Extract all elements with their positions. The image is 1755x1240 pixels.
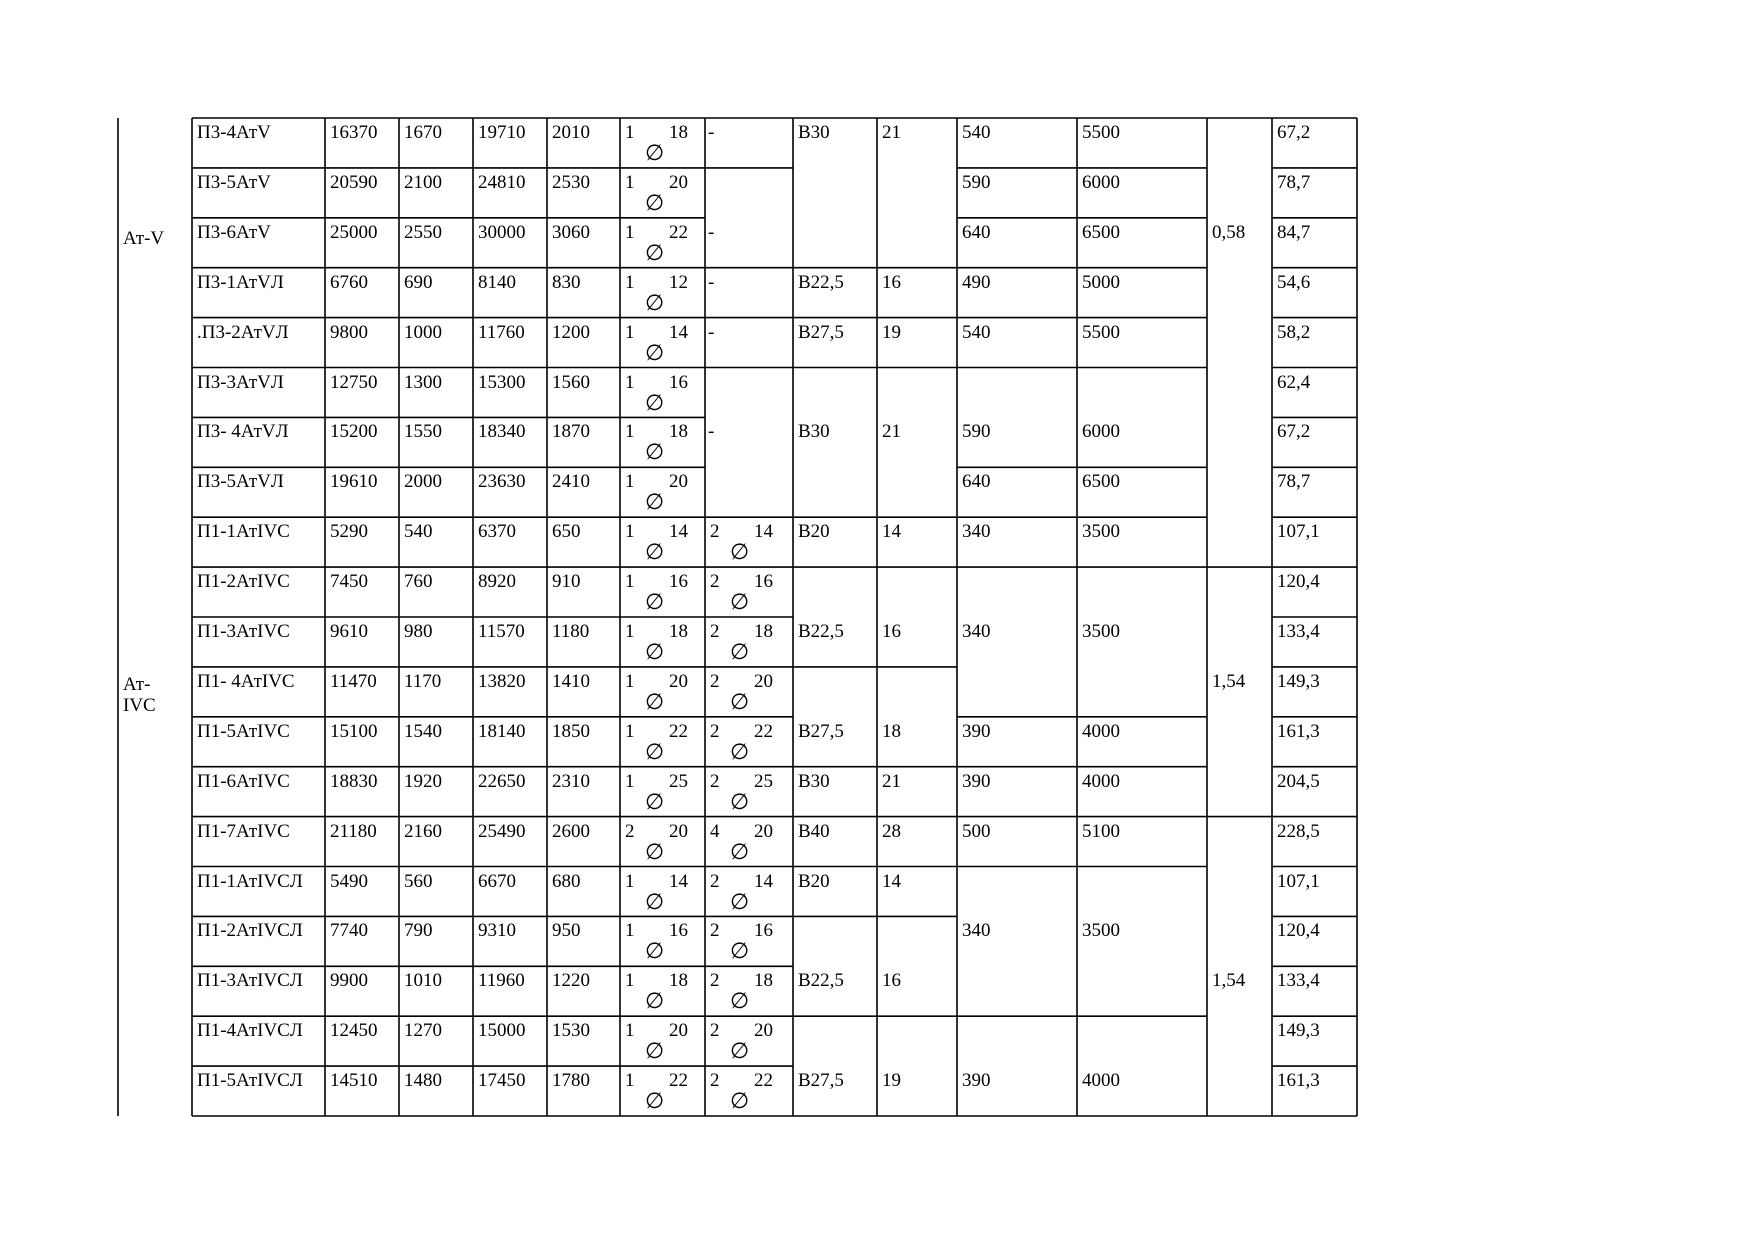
price-cell: 78,7: [1277, 471, 1311, 493]
price-cell: 149,3: [1277, 1020, 1320, 1042]
group-label: Ат-IVC: [123, 673, 156, 716]
diameter-icon: ∅: [645, 640, 665, 665]
value-cell: 760: [404, 571, 433, 593]
value-cell: 2410: [552, 471, 590, 493]
value-cell: 6670: [478, 870, 516, 892]
bar-diameter: 18: [669, 421, 688, 443]
concrete-cell: В27,5: [798, 1070, 844, 1092]
value-cell: 2550: [404, 221, 442, 243]
diameter-icon: ∅: [645, 939, 665, 965]
bar-count: 2: [710, 1020, 720, 1042]
w1-cell: 590: [962, 171, 991, 193]
product-code: П1-3АтIVCЛ: [197, 970, 303, 992]
bar-diameter: 20: [669, 820, 688, 842]
bar-diameter: 20: [669, 471, 688, 493]
bar-count: 2: [710, 920, 720, 942]
bar-diameter: 22: [669, 720, 688, 742]
value-cell: 19610: [330, 471, 378, 493]
value-cell: 13820: [478, 670, 526, 692]
strength-cell: 14: [882, 521, 901, 543]
bar-diameter: 18: [669, 122, 688, 143]
value-cell: 9610: [330, 621, 368, 642]
bar-count: 2: [625, 820, 635, 842]
value-cell: 1560: [552, 371, 590, 393]
value-cell: 1550: [404, 421, 442, 443]
diameter-icon: ∅: [730, 640, 750, 665]
value-cell: 1200: [552, 321, 590, 343]
coef-cell: 0,58: [1212, 221, 1246, 243]
bar-diameter: 18: [754, 621, 773, 642]
bar-diameter: 22: [669, 221, 688, 243]
diameter-icon: ∅: [645, 490, 665, 516]
value-cell: 1270: [404, 1020, 442, 1042]
value-cell: 2010: [552, 122, 590, 143]
value-cell: 8140: [478, 271, 516, 293]
value-cell: 16370: [330, 122, 378, 143]
value-cell: 11470: [330, 670, 377, 692]
value-cell: 2000: [404, 471, 442, 493]
price-cell: 204,5: [1277, 770, 1320, 792]
bar-diameter: 25: [669, 770, 688, 792]
price-cell: 120,4: [1277, 920, 1320, 942]
product-code: П1-6АтIVC: [197, 770, 290, 792]
diameter-icon: ∅: [645, 440, 665, 466]
w1-cell: 390: [962, 1070, 991, 1092]
bar-diameter: 22: [669, 1070, 688, 1092]
bar-count: 4: [710, 820, 720, 842]
value-cell: 2600: [552, 820, 590, 842]
value-cell: 560: [404, 870, 433, 892]
bar-count: 1: [625, 770, 635, 792]
w2-cell: 6500: [1082, 471, 1120, 493]
w2-cell: 3500: [1082, 521, 1120, 543]
bar-diameter: 14: [754, 521, 773, 543]
concrete-cell: В30: [798, 421, 830, 443]
diameter-icon: ∅: [730, 540, 750, 566]
price-cell: 62,4: [1277, 371, 1311, 393]
product-code: П3- 4АтVЛ: [197, 421, 289, 443]
value-cell: 11760: [478, 321, 525, 343]
w1-cell: 490: [962, 271, 991, 293]
bar-count: 2: [710, 770, 720, 792]
bar-count: 1: [625, 271, 635, 293]
concrete-cell: В20: [798, 521, 830, 543]
bar-diameter: 20: [754, 820, 773, 842]
bar-count: 2: [710, 670, 720, 692]
bar-count: 1: [625, 970, 635, 992]
w1-cell: 340: [962, 621, 991, 642]
value-cell: 15100: [330, 720, 378, 742]
value-cell: 2310: [552, 770, 590, 792]
bar-diameter: 16: [754, 571, 773, 593]
price-cell: 149,3: [1277, 670, 1320, 692]
product-code: П3-1АтVЛ: [197, 271, 284, 293]
bar-count: 1: [625, 421, 635, 443]
bar-diameter: 22: [754, 1070, 773, 1092]
w1-cell: 540: [962, 321, 991, 343]
bar-diameter: 22: [754, 720, 773, 742]
dash-mark: -: [708, 122, 715, 143]
diameter-icon: ∅: [645, 240, 665, 266]
w1-cell: 640: [962, 471, 991, 493]
value-cell: 1300: [404, 371, 442, 393]
bar-diameter: 25: [754, 770, 773, 792]
price-cell: 107,1: [1277, 870, 1320, 892]
bar-count: 1: [625, 571, 635, 593]
concrete-cell: В22,5: [798, 970, 844, 992]
product-code: П1-2АтIVCЛ: [197, 920, 303, 942]
bar-count: 1: [625, 471, 635, 493]
bar-diameter: 18: [669, 970, 688, 992]
value-cell: 23630: [478, 471, 526, 493]
diameter-icon: ∅: [730, 839, 750, 865]
bar-count: 2: [710, 571, 720, 593]
price-cell: 228,5: [1277, 820, 1320, 842]
strength-cell: 21: [882, 122, 901, 143]
bar-count: 1: [625, 321, 635, 343]
value-cell: 21180: [330, 820, 377, 842]
bar-count: 1: [625, 122, 635, 143]
value-cell: 20590: [330, 171, 378, 193]
dash-mark: -: [708, 221, 715, 243]
value-cell: 12450: [330, 1020, 378, 1042]
value-cell: 11960: [478, 970, 525, 992]
value-cell: 1010: [404, 970, 442, 992]
price-cell: 67,2: [1277, 122, 1311, 143]
strength-cell: 18: [882, 720, 901, 742]
w2-cell: 4000: [1082, 720, 1120, 742]
value-cell: 18830: [330, 770, 378, 792]
value-cell: 3060: [552, 221, 590, 243]
price-cell: 161,3: [1277, 1070, 1320, 1092]
value-cell: 15000: [478, 1020, 526, 1042]
w2-cell: 3500: [1082, 621, 1120, 642]
diameter-icon: ∅: [645, 390, 665, 416]
value-cell: 14510: [330, 1070, 378, 1092]
product-code: П1-5АтIVC: [197, 720, 290, 742]
w2-cell: 4000: [1082, 770, 1120, 792]
value-cell: 950: [552, 920, 581, 942]
diameter-icon: ∅: [645, 340, 665, 366]
concrete-cell: В40: [798, 820, 830, 842]
diameter-icon: ∅: [645, 590, 665, 616]
concrete-cell: В30: [798, 770, 830, 792]
value-cell: 1530: [552, 1020, 590, 1042]
bar-count: 2: [710, 970, 720, 992]
dash-mark: -: [708, 321, 715, 343]
diameter-icon: ∅: [730, 939, 750, 965]
value-cell: 650: [552, 521, 581, 543]
diameter-icon: ∅: [645, 290, 665, 316]
value-cell: 1920: [404, 770, 442, 792]
product-code: П3-5АтVЛ: [197, 471, 284, 493]
bar-count: 1: [625, 1070, 635, 1092]
product-code: П3-4АтV: [197, 122, 271, 143]
value-cell: 1170: [404, 670, 442, 692]
value-cell: 11570: [478, 621, 525, 642]
value-cell: 22650: [478, 770, 526, 792]
w1-cell: 540: [962, 122, 991, 143]
bar-count: 2: [710, 621, 720, 642]
bar-diameter: 20: [754, 1020, 773, 1042]
bar-diameter: 18: [669, 621, 688, 642]
bar-count: 1: [625, 870, 635, 892]
value-cell: 1000: [404, 321, 442, 343]
dash-mark: -: [708, 271, 715, 293]
value-cell: 9310: [478, 920, 516, 942]
w2-cell: 6500: [1082, 221, 1120, 243]
product-code: П3-3АтVЛ: [197, 371, 284, 393]
product-code: П1-2АтIVC: [197, 571, 290, 593]
value-cell: 18140: [478, 720, 526, 742]
value-cell: 1220: [552, 970, 590, 992]
strength-cell: 19: [882, 1070, 901, 1092]
w1-cell: 390: [962, 720, 991, 742]
value-cell: 790: [404, 920, 433, 942]
w2-cell: 5500: [1082, 122, 1120, 143]
group-label: Ат-V: [123, 227, 165, 249]
value-cell: 9900: [330, 970, 368, 992]
diameter-icon: ∅: [730, 590, 750, 616]
bar-count: 2: [710, 720, 720, 742]
product-code: П1- 4АтIVC: [197, 670, 295, 692]
value-cell: 17450: [478, 1070, 526, 1092]
dash-mark: -: [708, 421, 715, 443]
w2-cell: 5000: [1082, 271, 1120, 293]
diameter-icon: ∅: [730, 889, 750, 915]
coef-cell: 1,54: [1212, 970, 1246, 992]
product-code: П3-6АтV: [197, 221, 271, 243]
value-cell: 19710: [478, 122, 526, 143]
diameter-icon: ∅: [730, 689, 750, 715]
value-cell: 5290: [330, 521, 368, 543]
diameter-icon: ∅: [645, 789, 665, 815]
strength-cell: 28: [882, 820, 901, 842]
concrete-cell: В20: [798, 870, 830, 892]
w1-cell: 590: [962, 421, 991, 443]
product-code: П1-5АтIVCЛ: [197, 1070, 303, 1092]
bar-count: 1: [625, 621, 635, 642]
value-cell: 2100: [404, 171, 442, 193]
diameter-icon: ∅: [645, 839, 665, 865]
diameter-icon: ∅: [645, 190, 665, 216]
bar-diameter: 16: [669, 920, 688, 942]
product-code: П1-7АтIVC: [197, 820, 290, 842]
diameter-icon: ∅: [645, 141, 665, 166]
bar-diameter: 20: [669, 171, 688, 193]
w2-cell: 6000: [1082, 421, 1120, 443]
concrete-cell: В30: [798, 122, 830, 143]
value-cell: 1780: [552, 1070, 590, 1092]
value-cell: 540: [404, 521, 433, 543]
concrete-cell: В27,5: [798, 321, 844, 343]
value-cell: 1540: [404, 720, 442, 742]
bar-count: 1: [625, 521, 635, 543]
bar-diameter: 16: [754, 920, 773, 942]
bar-diameter: 12: [669, 271, 688, 293]
diameter-icon: ∅: [645, 739, 665, 765]
bar-count: 1: [625, 670, 635, 692]
value-cell: 1850: [552, 720, 590, 742]
bar-diameter: 14: [669, 321, 688, 343]
diameter-icon: ∅: [645, 540, 665, 566]
concrete-cell: В22,5: [798, 621, 844, 642]
bar-count: 1: [625, 1020, 635, 1042]
bar-count: 2: [710, 1070, 720, 1092]
strength-cell: 19: [882, 321, 901, 343]
value-cell: 1870: [552, 421, 590, 443]
product-code: П1-1АтIVC: [197, 521, 290, 543]
value-cell: 5490: [330, 870, 368, 892]
w1-cell: 340: [962, 521, 991, 543]
value-cell: 2530: [552, 171, 590, 193]
bar-count: 2: [710, 521, 720, 543]
bar-diameter: 20: [754, 670, 773, 692]
value-cell: 15200: [330, 421, 378, 443]
w1-cell: 500: [962, 820, 991, 842]
price-cell: 78,7: [1277, 171, 1311, 193]
value-cell: 910: [552, 571, 581, 593]
diameter-icon: ∅: [730, 1089, 750, 1115]
bar-count: 1: [625, 171, 635, 193]
w1-cell: 390: [962, 770, 991, 792]
w2-cell: 6000: [1082, 171, 1120, 193]
diameter-icon: ∅: [645, 889, 665, 915]
value-cell: 12750: [330, 371, 378, 393]
strength-cell: 16: [882, 970, 901, 992]
value-cell: 980: [404, 621, 433, 642]
price-cell: 107,1: [1277, 521, 1320, 543]
price-cell: 120,4: [1277, 571, 1320, 593]
concrete-cell: В27,5: [798, 720, 844, 742]
strength-cell: 16: [882, 271, 901, 293]
value-cell: 1670: [404, 122, 442, 143]
price-cell: 161,3: [1277, 720, 1320, 742]
value-cell: 25490: [478, 820, 526, 842]
value-cell: 830: [552, 271, 581, 293]
w2-cell: 4000: [1082, 1070, 1120, 1092]
value-cell: 25000: [330, 221, 378, 243]
value-cell: 680: [552, 870, 581, 892]
bar-count: 1: [625, 920, 635, 942]
strength-cell: 16: [882, 621, 901, 642]
w2-cell: 3500: [1082, 920, 1120, 942]
bar-diameter: 14: [669, 870, 688, 892]
value-cell: 2160: [404, 820, 442, 842]
value-cell: 30000: [478, 221, 526, 243]
value-cell: 1180: [552, 621, 590, 642]
value-cell: 6370: [478, 521, 516, 543]
bar-diameter: 16: [669, 571, 688, 593]
bar-diameter: 14: [754, 870, 773, 892]
price-cell: 133,4: [1277, 970, 1320, 992]
w1-cell: 640: [962, 221, 991, 243]
w2-cell: 5100: [1082, 820, 1120, 842]
bar-diameter: 20: [669, 670, 688, 692]
value-cell: 8920: [478, 571, 516, 593]
w1-cell: 340: [962, 920, 991, 942]
bar-diameter: 18: [754, 970, 773, 992]
diameter-icon: ∅: [645, 989, 665, 1015]
bar-count: 1: [625, 720, 635, 742]
value-cell: 18340: [478, 421, 526, 443]
product-code: П3-5АтV: [197, 171, 271, 193]
bar-count: 1: [625, 221, 635, 243]
value-cell: 6760: [330, 271, 368, 293]
price-cell: 58,2: [1277, 321, 1311, 343]
value-cell: 690: [404, 271, 433, 293]
coef-cell: 1,54: [1212, 670, 1246, 692]
concrete-cell: В22,5: [798, 271, 844, 293]
value-cell: 9800: [330, 321, 368, 343]
diameter-icon: ∅: [645, 1039, 665, 1065]
bar-count: 2: [710, 870, 720, 892]
price-cell: 84,7: [1277, 221, 1311, 243]
w2-cell: 5500: [1082, 321, 1120, 343]
diameter-icon: ∅: [730, 789, 750, 815]
diameter-icon: ∅: [645, 1089, 665, 1115]
value-cell: 7450: [330, 571, 368, 593]
price-cell: 54,6: [1277, 271, 1311, 293]
diameter-icon: ∅: [730, 1039, 750, 1065]
product-code: П1-3АтIVC: [197, 621, 290, 642]
bar-diameter: 20: [669, 1020, 688, 1042]
strength-cell: 21: [882, 421, 901, 443]
diameter-icon: ∅: [645, 689, 665, 715]
strength-cell: 21: [882, 770, 901, 792]
bar-diameter: 14: [669, 521, 688, 543]
bar-diameter: 16: [669, 371, 688, 393]
product-code: .П3-2АтVЛ: [197, 321, 289, 343]
bar-count: 1: [625, 371, 635, 393]
price-cell: 67,2: [1277, 421, 1311, 443]
product-code: П1-4АтIVCЛ: [197, 1020, 303, 1042]
price-cell: 133,4: [1277, 621, 1320, 642]
diameter-icon: ∅: [730, 739, 750, 765]
product-code: П1-1АтIVCЛ: [197, 870, 303, 892]
strength-cell: 14: [882, 870, 901, 892]
value-cell: 7740: [330, 920, 368, 942]
value-cell: 1410: [552, 670, 590, 692]
value-cell: 24810: [478, 171, 526, 193]
value-cell: 1480: [404, 1070, 442, 1092]
diameter-icon: ∅: [730, 989, 750, 1015]
value-cell: 15300: [478, 371, 526, 393]
